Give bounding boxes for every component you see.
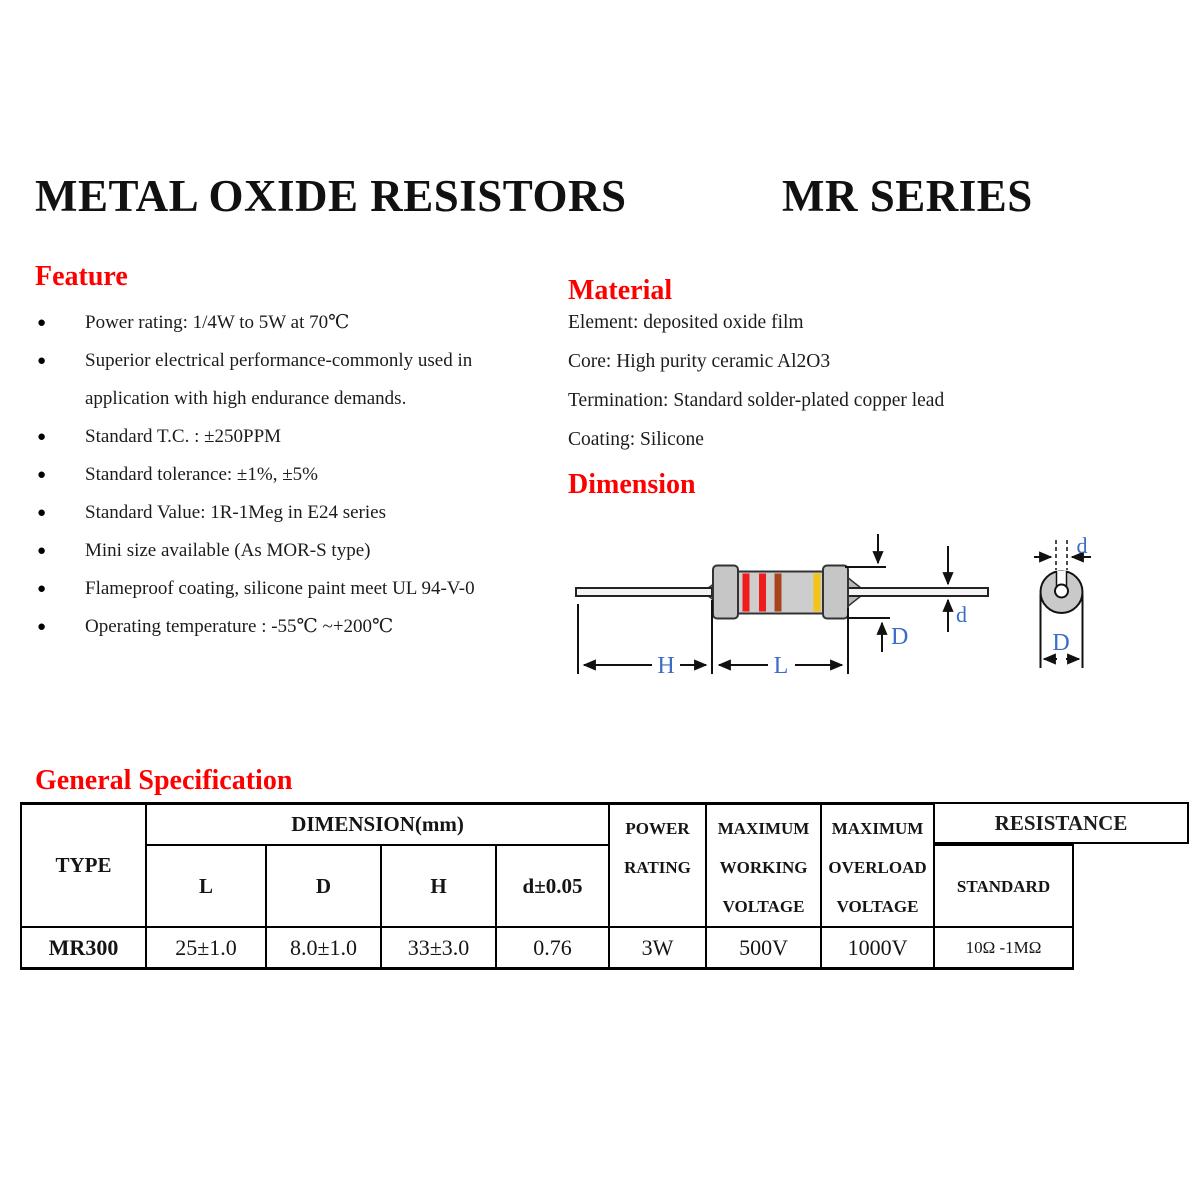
general-specification-heading: General Specification: [35, 765, 293, 796]
col-header-standard: STANDARD: [934, 845, 1073, 927]
col-header-power-rating: POWER RATING: [609, 804, 706, 928]
feature-item: [35, 608, 490, 646]
feature-item-text: Mini size available (As MOR-S type): [85, 540, 371, 561]
feature-item-text: Standard tolerance: ±1%, ±5%: [85, 464, 318, 485]
table-bottom-rule: [20, 967, 1074, 969]
cell-max-overload-voltage: 1000V: [821, 927, 934, 969]
cell-d-tolerance: 0.76: [496, 927, 609, 969]
col-header-dimension-group: DIMENSION(mm): [146, 804, 609, 846]
bullet-icon: ●: [37, 429, 47, 445]
cell-max-working-voltage: 500V: [706, 927, 821, 969]
series-title: MR SERIES: [782, 171, 1033, 221]
feature-item: [35, 456, 490, 494]
feature-item: [35, 570, 490, 608]
feature-item: [35, 494, 490, 532]
dim-label-d: d: [956, 602, 967, 627]
bullet-icon: ●: [37, 315, 47, 331]
right-lead: [848, 588, 988, 596]
left-cap: [713, 566, 738, 619]
dim-label-D: D: [891, 624, 909, 650]
cell-type: MR300: [21, 927, 146, 969]
col-header-max-overload-voltage: MAXIMUM OVERLOAD VOLTAGE: [821, 804, 934, 928]
end-view-label-d: d: [1076, 533, 1088, 558]
dim-label-L: L: [773, 653, 789, 679]
color-band-red-1: [743, 574, 750, 612]
material-list: [568, 303, 1048, 459]
end-view-lead-hole: [1055, 585, 1068, 598]
material-line: Coating: Silicone: [568, 429, 704, 450]
feature-item-text: Operating temperature : -55℃ ~+200℃: [85, 616, 394, 637]
bullet-icon: ●: [37, 543, 47, 559]
material-line: Core: High purity ceramic Al2O3: [568, 351, 831, 372]
bullet-icon: ●: [37, 467, 47, 483]
color-band-red-2: [759, 574, 766, 612]
bullet-icon: ●: [37, 581, 47, 597]
feature-item: [35, 418, 490, 456]
material-line: Element: deposited oxide film: [568, 312, 804, 333]
feature-item: [35, 342, 490, 418]
color-band-brown: [775, 574, 782, 612]
bullet-icon: ●: [37, 505, 47, 521]
general-specification-table: [20, 802, 1074, 970]
bullet-icon: ●: [37, 353, 47, 369]
feature-list: [35, 304, 490, 646]
right-cap: [823, 566, 848, 619]
cell-H: 33±3.0: [381, 927, 496, 969]
col-header-d-tolerance: d±0.05: [496, 845, 609, 927]
feature-item: [35, 532, 490, 570]
table-row: [21, 927, 1073, 969]
page-title: METAL OXIDE RESISTORS: [35, 171, 627, 221]
dimension-heading: Dimension: [568, 469, 696, 500]
cell-power-rating: 3W: [609, 927, 706, 969]
left-lead: [576, 588, 712, 596]
end-view-label-D: D: [1052, 630, 1070, 656]
resistor-dimension-diagram: [560, 525, 1120, 695]
resistor-illustration: [576, 566, 988, 619]
col-header-max-working-voltage: MAXIMUM WORKING VOLTAGE: [706, 804, 821, 928]
col-header-resistance-group: RESISTANCE: [933, 802, 1189, 844]
feature-item-text: Standard T.C. : ±250PPM: [85, 426, 282, 447]
feature-item-text: Superior electrical performance-commonly used in application with high endurance demands.: [85, 350, 473, 409]
col-header-D: D: [266, 845, 381, 927]
feature-item-text: Standard Value: 1R-1Meg in E24 series: [85, 502, 386, 523]
feature-item-text: Flameproof coating, silicone paint meet UL 94-V-0: [85, 578, 475, 599]
color-band-yellow: [814, 574, 821, 612]
feature-heading: Feature: [35, 261, 128, 292]
cell-L: 25±1.0: [146, 927, 266, 969]
feature-item: [35, 304, 490, 342]
dim-label-H: H: [657, 653, 675, 679]
material-heading: Material: [568, 275, 673, 306]
feature-item-text: Power rating: 1/4W to 5W at 70℃: [85, 312, 350, 333]
col-header-type: TYPE: [21, 804, 146, 928]
cell-resistance-standard: 10Ω -1MΩ: [934, 927, 1073, 969]
col-header-H: H: [381, 845, 496, 927]
col-header-L: L: [146, 845, 266, 927]
material-line: Termination: Standard solder-plated copper lead: [568, 390, 945, 411]
cell-D: 8.0±1.0: [266, 927, 381, 969]
bullet-icon: ●: [37, 619, 47, 635]
